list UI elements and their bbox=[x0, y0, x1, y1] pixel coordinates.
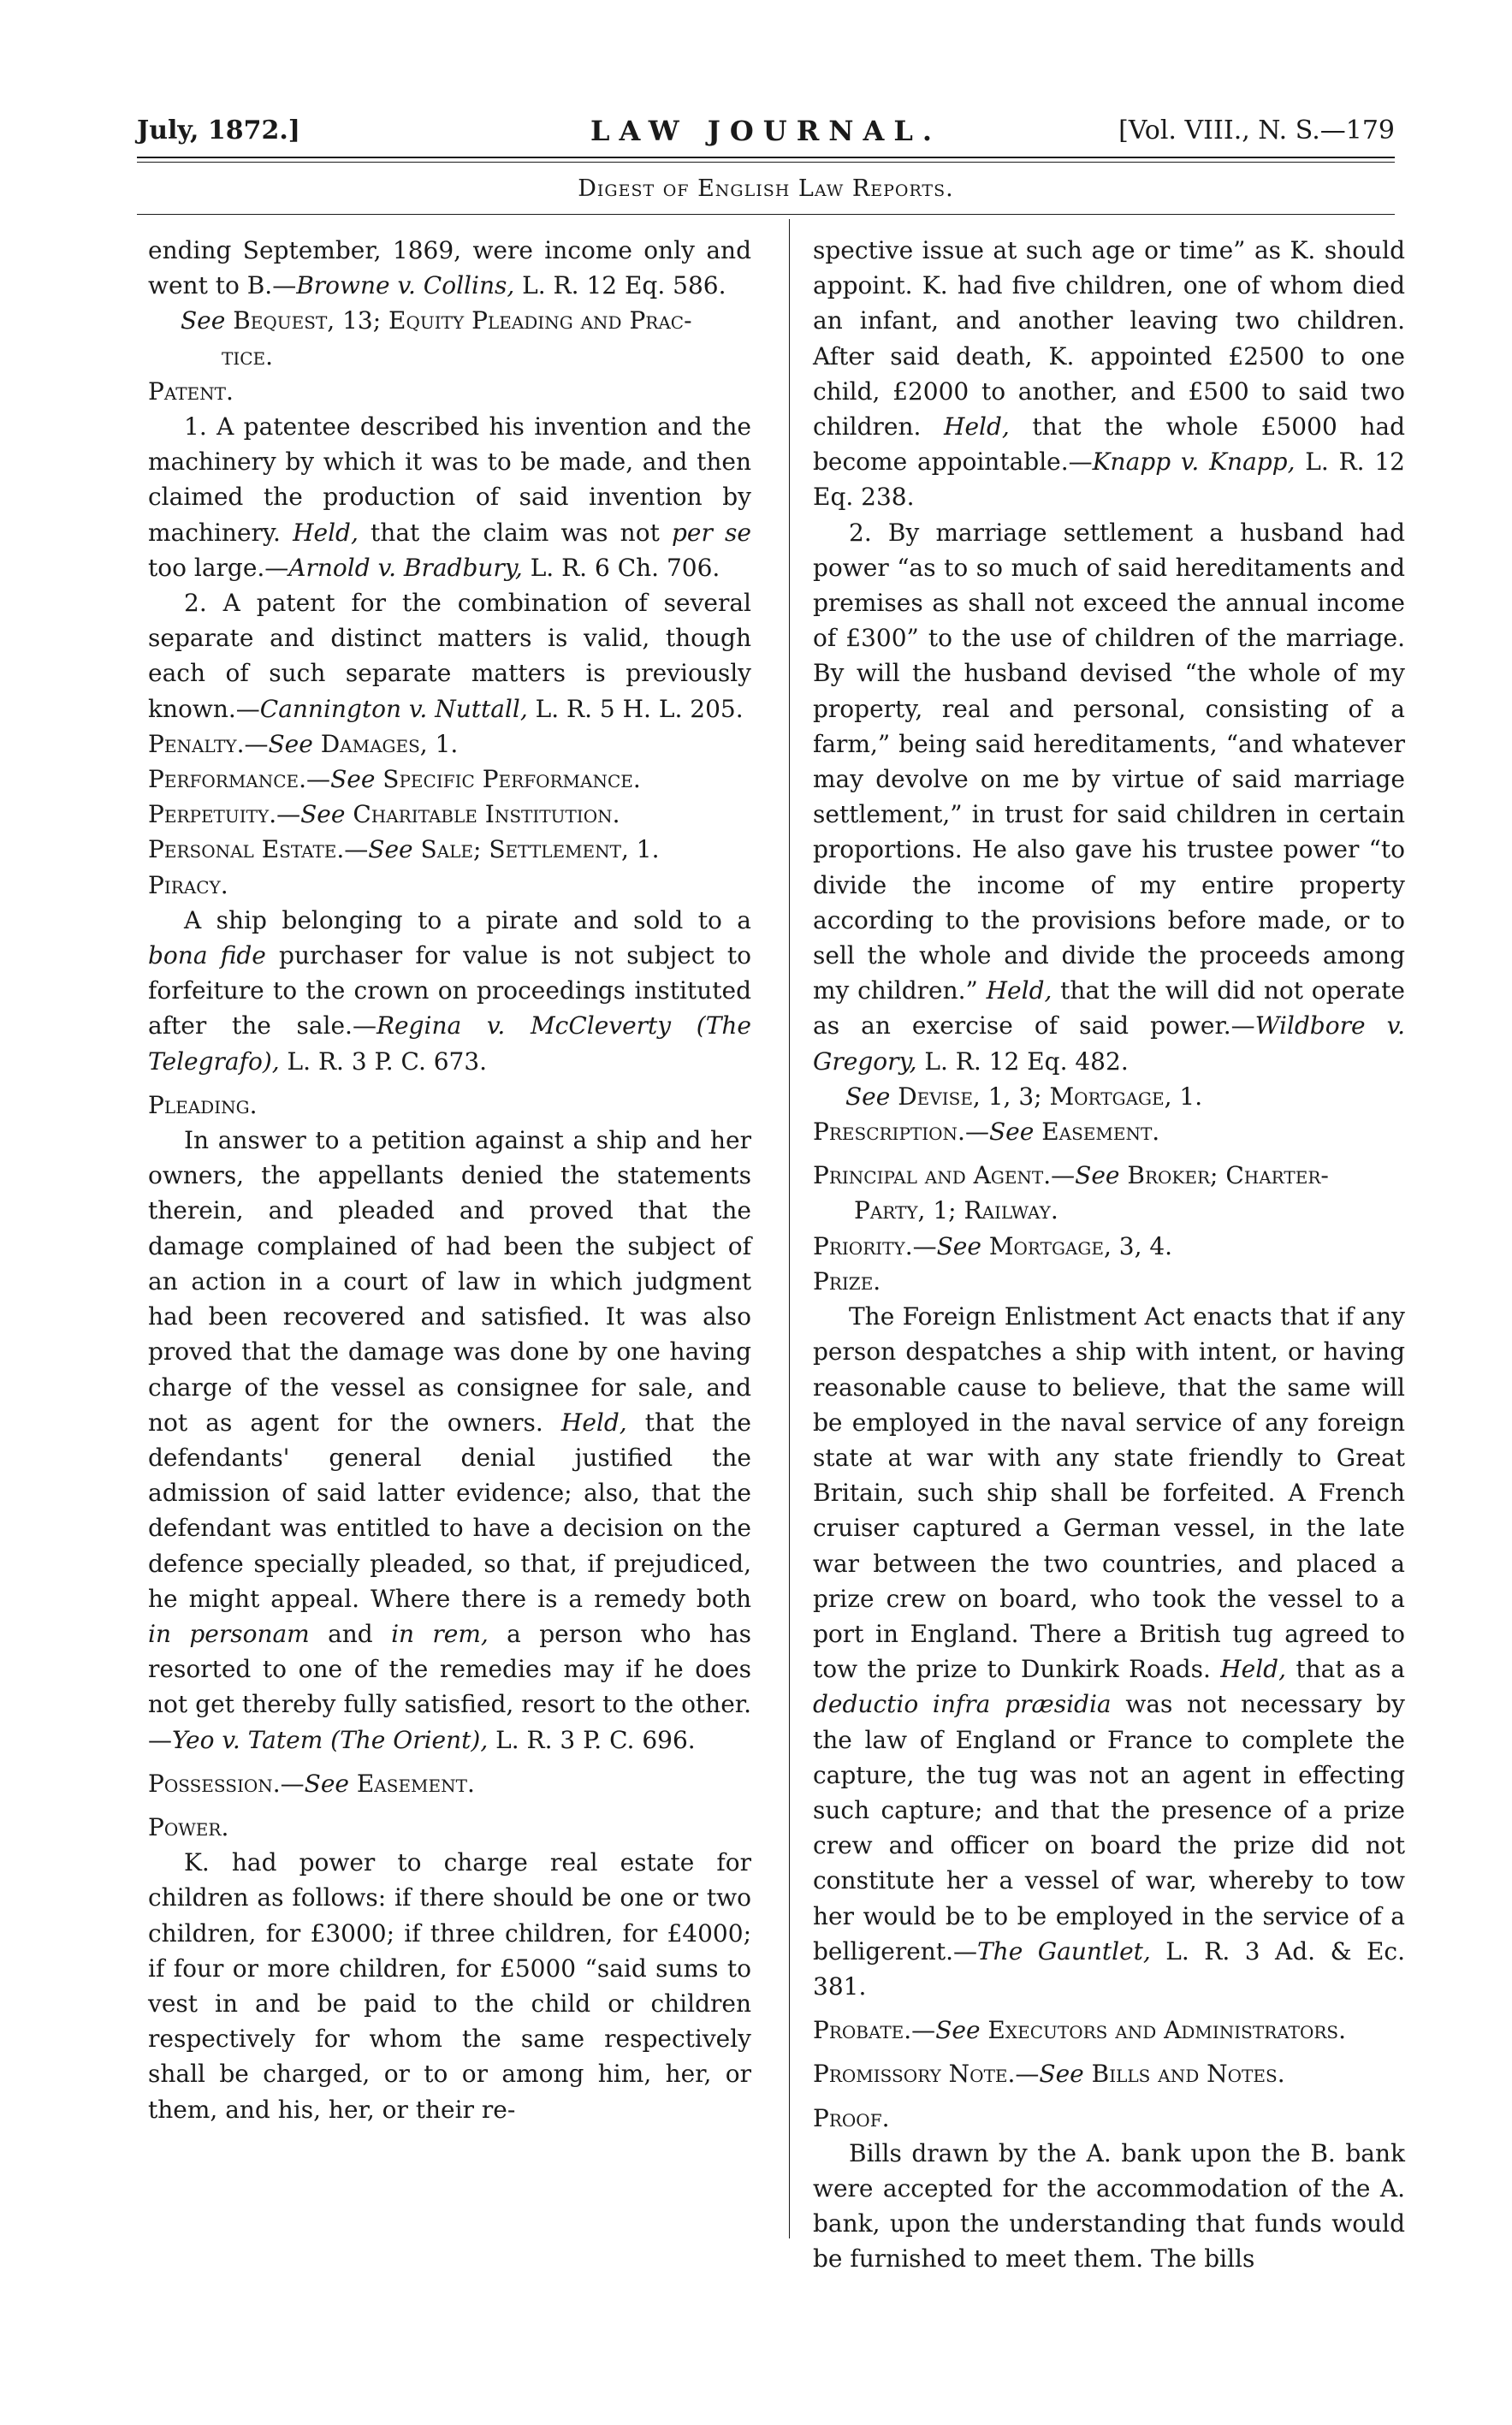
heading-patent: Patent. bbox=[148, 376, 234, 406]
cross-ref-personal-estate: Personal Estate.—See Sale; Settlement, 1. bbox=[148, 835, 660, 864]
left-column bbox=[148, 233, 751, 2127]
header-date: July, 1872.] bbox=[137, 116, 300, 145]
header-rule-thick bbox=[137, 157, 1395, 158]
heading-piracy: Piracy. bbox=[148, 870, 228, 899]
heading-pleading: Pleading. bbox=[148, 1090, 258, 1119]
paragraph: K. had power to charge real estate for children as follows: if there should be one or two children, for £3000; if three children, for £4000; if four or more children, for £5000 “said sums to vest in and be paid to the child or children respectively for whom the same respectively shall be charged, or to or among him, her, or them, and his, her, or their re- bbox=[148, 1848, 751, 2124]
paragraph: Bills drawn by the A. bank upon the B. bank were accepted for the accommodation of the A. bank, upon the understanding that funds would be furnished to meet them. The bills bbox=[813, 2138, 1405, 2274]
cross-ref-perpetuity: Perpetuity.—See Charitable Institution. bbox=[148, 800, 620, 829]
paragraph: The Foreign Enlistment Act enacts that if any person despatches a ship with intent, or having reasonable cause to believe, that the same will be employed in the naval service of any foreign state at war with any state friendly to Great Britain, such ship shall be forfeited. A French cruiser captured a German vessel, in the late war between the two countries, and placed a prize crew on board, who took the vessel to a port in England. There a British tug agreed to tow the prize to Dunkirk Roads. Held, that as a deductio infra præsidia was not necessary by the law of England or France to complete the capture, the tug was not an agent in effecting such capture; and that the presence of a prize crew and officer on board the prize did not constitute her a vessel of war, whereby to tow her would be to be employed in the service of a belligerent.—The Gauntlet, L. R. 3 Ad. & Ec. 381. bbox=[813, 1302, 1406, 2001]
paragraph: spective issue at such age or time” as K. should appoint. K. had five children, one of whom died an infant, and another leaving two children. After said death, K. appointed £2500 to one child, £2000 to another, and £500 to said two children. Held, that the whole £5000 had become appointable.—Knapp v. Knapp, L. R. 12 Eq. 238. bbox=[813, 236, 1405, 512]
column-divider bbox=[789, 219, 790, 2238]
cross-ref-priority: Priority.—See Mortgage, 3, 4. bbox=[813, 1231, 1173, 1260]
right-column bbox=[813, 233, 1405, 2277]
paragraph: 2. By marriage settlement a husband had power “as to so much of said hereditaments and premises as shall not exceed the annual income of £300” to the use of children of the marriage. By will the husband devised “the whole of my property, real and personal, consisting of a farm,” being said hereditaments, “and whatever may devolve on me by virtue of said marriage settlement,” in trust for said children in certain proportions. He also gave his trustee power “to divide the income of my entire property according to the provisions before made, or to sell the whole and divide the proceeds among my children.” Held, that the will did not operate as an exercise of said power.—Wildbore v. Gregory, L. R. 12 Eq. 482. bbox=[813, 518, 1406, 1076]
cross-ref-probate: Probate.—See Executors and Administrators. bbox=[813, 2016, 1347, 2045]
cross-ref-performance: Performance.—See Specific Performance. bbox=[148, 765, 641, 794]
paragraph: In answer to a petition against a ship and her owners, the appellants denied the statements therein, and pleaded and proved that the damage complained of had been the subject of an action in a court of law in which judgment had been recovered and satisfied. It was also proved that the damage was done by one having charge of the vessel as consignee for sale, and not as agent for the owners. Held, that the defendants' general denial justified the admission of said latter evidence; also, that the defendant was entitled to have a decision on the defence specially pleaded, so that, if prejudiced, he might appeal. Where there is a remedy both in personam and in rem, a person who has resorted to one of the remedies may if he does not get thereby fully satisfied, resort to the other.—Yeo v. Tatem (The Orient), L. R. 3 P. C. 696. bbox=[148, 1126, 752, 1754]
cross-ref-principal-agent: Principal and Agent.—See Broker; Charter- Party, 1; Railway. bbox=[813, 1161, 1329, 1225]
paragraph: 1. A patentee described his invention and the machinery by which it was to be made, and then claimed the production of said invention by machinery. Held, that the claim was not per se too large.—Arnold v. Bradbury, L. R. 6 Ch. 706. bbox=[148, 412, 751, 582]
cross-ref-prescription: Prescription.—See Easement. bbox=[813, 1118, 1160, 1147]
paragraph: 2. A patent for the combination of several separate and distinct matters is valid, though each of such separate matters is previously known.—Cannington v. Nuttall, L. R. 5 H. L. 205. bbox=[148, 589, 751, 723]
heading-power: Power. bbox=[148, 1812, 229, 1841]
running-header bbox=[137, 110, 1395, 152]
cross-ref-penalty: Penalty.—See Damages, 1. bbox=[148, 729, 459, 758]
see-reference: See Bequest, 13; Equity Pleading and Prac- tice. bbox=[181, 306, 692, 371]
see-reference: See Devise, 1, 3; Mortgage, 1. bbox=[845, 1082, 1203, 1111]
header-rule-thin bbox=[137, 162, 1395, 163]
heading-prize: Prize. bbox=[813, 1266, 881, 1296]
heading-proof: Proof. bbox=[813, 2103, 890, 2132]
header-journal-title: LAW JOURNAL. bbox=[590, 115, 942, 147]
subtitle-rule bbox=[137, 214, 1395, 215]
paragraph: ending September, 1869, were income only and went to B.—Browne v. Collins, L. R. 12 Eq. 586. bbox=[148, 236, 751, 300]
cross-ref-promissory-note: Promissory Note.—See Bills and Notes. bbox=[813, 2060, 1285, 2089]
header-volume-page: [Vol. VIII., N. S.—179 bbox=[1118, 116, 1395, 145]
section-subtitle: Digest of English Law Reports. bbox=[578, 175, 954, 202]
paragraph: A ship belonging to a pirate and sold to a bona fide purchaser for value is not subject to forfeiture to the crown on proceedings instituted after the sale.—Regina v. McCleverty (The Telegrafo), L. R. 3 P. C. 673. bbox=[148, 905, 752, 1076]
cross-ref-possession: Possession.—See Easement. bbox=[148, 1769, 475, 1798]
